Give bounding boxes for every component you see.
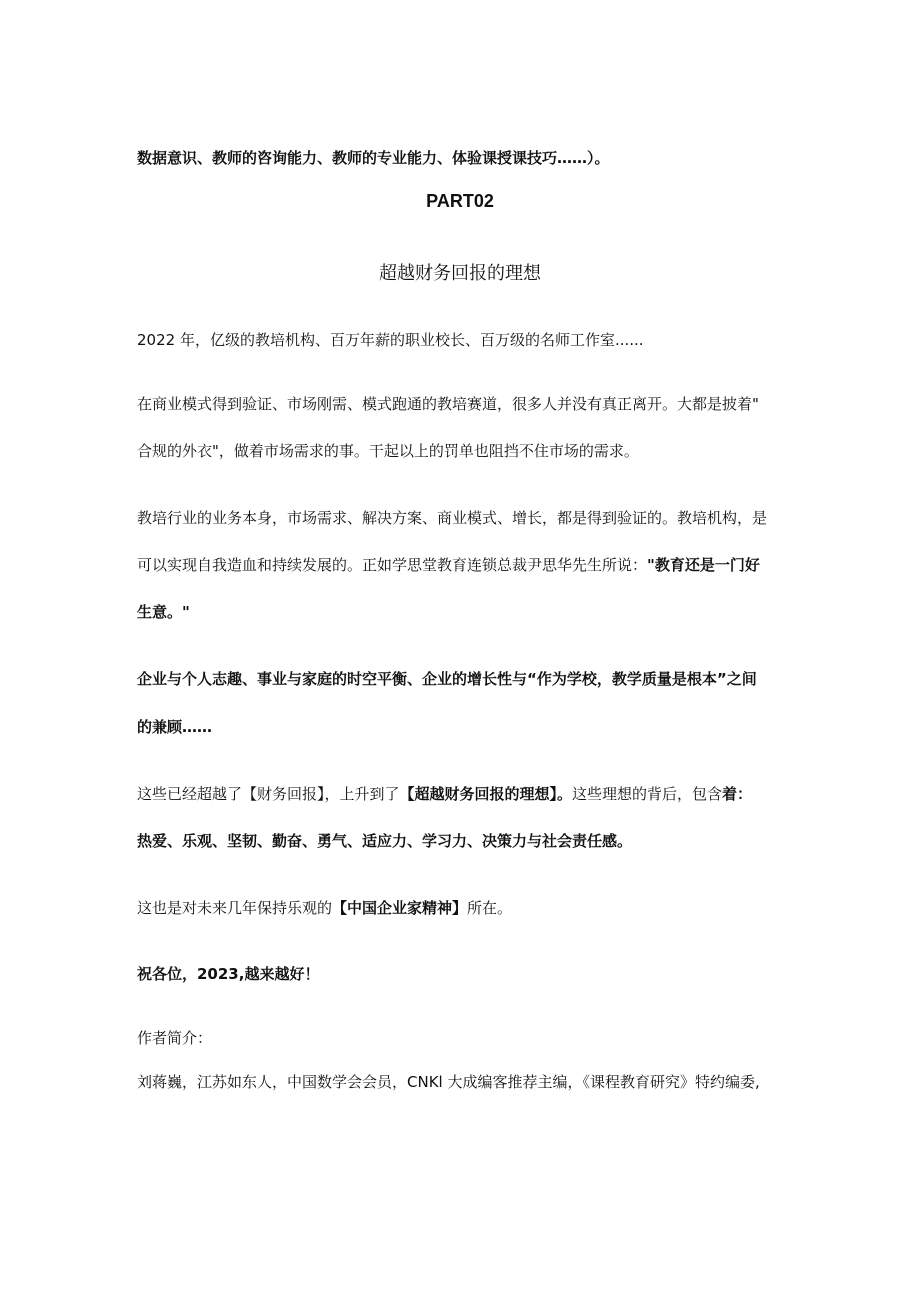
paragraph-3-line-3: 生意。"	[137, 603, 190, 621]
paragraph-2-line-1: 在商业模式得到验证、市场刚需、模式跑通的教培赛道，很多人并没有真正离开。大都是披着"	[137, 395, 759, 413]
paragraph-5-emphasis: 【超越财务回报的理想】。	[399, 785, 573, 803]
quote-emphasis: "教育还是一门好	[647, 556, 760, 574]
paragraph-3-line-2-normal: 可以实现自我造血和持续发展的。正如学思堂教育连锁总裁尹思华先生所说：	[137, 556, 648, 574]
paragraph-5-line-1	[137, 784, 797, 804]
paragraph-6-emphasis: 【中国企业家精神】	[332, 899, 468, 917]
paragraph-2-line-2: 合规的外衣"，做着市场需求的事。干起以上的罚单也阻挡不住市场的需求。	[137, 442, 639, 460]
author-heading: 作者简介：	[137, 1029, 213, 1047]
paragraph-3-line-2	[137, 555, 797, 575]
paragraph-3-line-1: 教培行业的业务本身，市场需求、解决方案、商业模式、增长，都是得到验证的。教培机构，是	[137, 509, 768, 527]
author-bio: 刘蒋巍，江苏如东人，中国数学会会员，CNKl 大成编客推荐主编，《课程教育研究》特约编委,	[137, 1073, 760, 1091]
paragraph-6	[137, 898, 797, 918]
paragraph-5-line-2: 热爱、乐观、坚韧、勤奋、勇气、适应力、学习力、决策力与社会责任感。	[137, 832, 633, 850]
paragraph-6-part-a: 这也是对未来几年保持乐观的	[137, 899, 333, 917]
part-label: PART02	[426, 191, 494, 211]
section-title: 超越财务回报的理想	[379, 263, 541, 284]
intro-tail-text: 数据意识、教师的咨询能力、教师的专业能力、体验课授课技巧……）。	[137, 149, 610, 167]
paragraph-5-part-d: 着：	[722, 785, 753, 803]
paragraph-4-line-2: 的兼顾……	[137, 718, 213, 736]
paragraph-4-line-1: 企业与个人志趣、事业与家庭的时空平衡、企业的增长性与“作为学校，教学质量是根本”之间	[137, 670, 757, 688]
paragraph-6-part-c: 所在。	[467, 899, 513, 917]
paragraph-5-part-a: 这些已经超越了【财务回报】，上升到了	[137, 785, 400, 803]
paragraph-1: 2022 年，亿级的教培机构、百万年薪的职业校长、百万级的名师工作室......	[137, 331, 644, 349]
paragraph-5-part-c: 这些理想的背后，包含	[572, 785, 723, 803]
greeting: 祝各位，2023,越来越好！	[137, 965, 320, 983]
